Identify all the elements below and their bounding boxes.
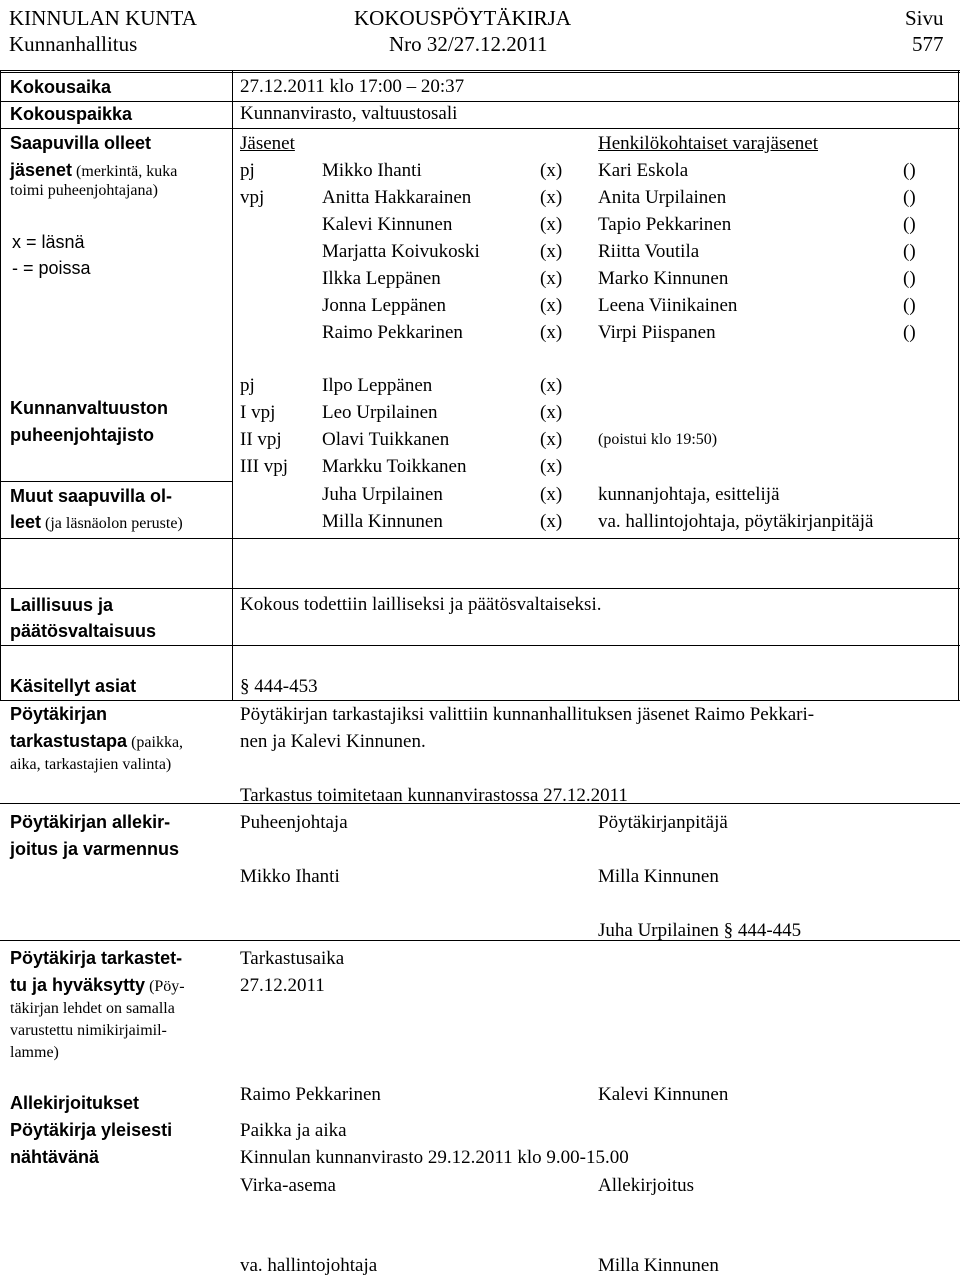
deputy-name: Anita Urpilainen xyxy=(598,187,727,208)
other-name: Juha Urpilainen xyxy=(322,484,443,505)
rule xyxy=(0,128,960,129)
council-note: (poistui klo 19:50) xyxy=(598,431,718,448)
review-time-value: 27.12.2011 xyxy=(240,975,325,996)
member-presence: (x) xyxy=(540,268,563,289)
approval-label: Pöytäkirja tarkastet- xyxy=(10,948,183,968)
rule-top xyxy=(0,70,960,71)
meeting-place-value: Kunnanvirasto, valtuustosali xyxy=(240,103,458,124)
review-text-line2: nen ja Kalevi Kinnunen. xyxy=(240,731,426,752)
chair-title: Puheenjohtaja xyxy=(240,812,348,833)
member-name: Raimo Pekkarinen xyxy=(322,322,463,343)
member-presence: (x) xyxy=(540,295,563,316)
others-label-line2 xyxy=(10,512,183,533)
page-label: Sivu xyxy=(905,6,944,30)
review-text-line1: Pöytäkirjan tarkastajiksi valittiin kunnanhallituksen jäsenet Raimo Pekkari- xyxy=(240,704,815,725)
council-label: Kunnanvaltuuston xyxy=(10,398,168,418)
council-role: pj xyxy=(240,375,255,396)
legality-text: Kokous todettiin lailliseksi ja päätösvaltaiseksi. xyxy=(240,594,602,615)
rule xyxy=(0,538,960,539)
border-right xyxy=(958,70,959,700)
other-name: Milla Kinnunen xyxy=(322,511,443,532)
border-left xyxy=(0,70,1,700)
public-signer: Milla Kinnunen xyxy=(598,1255,719,1276)
legality-label-line2: päätösvaltaisuus xyxy=(10,621,157,641)
deputy-presence: () xyxy=(903,241,916,262)
extra-signer: Juha Urpilainen xyxy=(598,920,719,941)
member-role: pj xyxy=(240,160,255,181)
council-presence: (x) xyxy=(540,402,563,423)
council-presence: (x) xyxy=(540,456,563,477)
member-name: Mikko Ihanti xyxy=(322,160,422,181)
other-presence: (x) xyxy=(540,484,563,505)
council-presence: (x) xyxy=(540,429,563,450)
meeting-time-value: 27.12.2011 klo 17:00 – 20:37 xyxy=(240,76,465,97)
review-time-label: Tarkastusaika xyxy=(240,948,345,969)
council-role: II vpj xyxy=(240,429,282,450)
member-name: Anitta Hakkarainen xyxy=(322,187,472,208)
signature-name-1: Raimo Pekkarinen xyxy=(240,1084,381,1105)
member-name: Jonna Leppänen xyxy=(322,295,446,316)
approval-label-note: (Pöy- xyxy=(145,978,185,995)
deputy-presence: () xyxy=(903,322,916,343)
others-label-note: (ja läsnäolon peruste) xyxy=(41,515,183,532)
rule xyxy=(0,101,960,102)
attendees-label-bold: jäsenet xyxy=(10,160,73,180)
public-label-line2: nähtävänä xyxy=(10,1147,100,1167)
public-place-label: Paikka ja aika xyxy=(240,1120,347,1141)
member-role: vpj xyxy=(240,187,265,208)
review-label: Pöytäkirjan xyxy=(10,704,108,724)
member-presence: (x) xyxy=(540,187,563,208)
deputy-presence: () xyxy=(903,214,916,235)
attendees-label-line3: toimi puheenjohtajana) xyxy=(10,182,158,199)
secretary-title: Pöytäkirjanpitäjä xyxy=(598,812,728,833)
rule xyxy=(0,645,960,646)
council-name: Ilpo Leppänen xyxy=(322,375,433,396)
attendees-label-note: (merkintä, kuka xyxy=(72,163,178,180)
review-label-bold: tarkastustapa xyxy=(10,731,128,751)
deputy-presence: () xyxy=(903,160,916,181)
signature-label: Allekirjoitus xyxy=(598,1175,695,1196)
members-header: Jäsenet xyxy=(240,133,295,154)
position-label: Virka-asema xyxy=(240,1175,336,1196)
body-name: Kunnanhallitus xyxy=(9,32,138,56)
review-label-line2 xyxy=(10,731,183,752)
deputies-header: Henkilökohtaiset varajäsenet xyxy=(598,133,819,154)
member-presence: (x) xyxy=(540,322,563,343)
position-value: va. hallintojohtaja xyxy=(240,1255,378,1276)
document-type: KOKOUSPÖYTÄKIRJA xyxy=(354,6,572,30)
approval-label-line2 xyxy=(10,975,185,996)
public-place-value: Kinnulan kunnanvirasto 29.12.2011 klo 9.00-15.00 xyxy=(240,1147,629,1168)
other-role: kunnanjohtaja, esittelijä xyxy=(598,484,780,505)
legality-label: Laillisuus ja xyxy=(10,595,114,615)
council-presence: (x) xyxy=(540,375,563,396)
deputy-name: Leena Viinikainen xyxy=(598,295,738,316)
member-presence: (x) xyxy=(540,214,563,235)
member-name: Marjatta Koivukoski xyxy=(322,241,480,262)
signatures-label: Allekirjoitukset xyxy=(10,1093,140,1113)
council-name: Markku Toikkanen xyxy=(322,456,467,477)
rule xyxy=(0,940,960,941)
approval-label-line5: lamme) xyxy=(10,1044,59,1061)
signing-label: Pöytäkirjan allekir- xyxy=(10,812,171,832)
other-role: va. hallintojohtaja, pöytäkirjanpitäjä xyxy=(598,511,874,532)
municipality-name: KINNULAN KUNTA xyxy=(9,6,197,30)
extra-signer-sections: § 444-445 xyxy=(723,920,802,941)
extra-signer-name xyxy=(598,920,801,942)
attendees-label: Saapuvilla olleet xyxy=(10,133,152,153)
member-name: Kalevi Kinnunen xyxy=(322,214,453,235)
items-label: Käsitellyt asiat xyxy=(10,676,137,696)
signature-name-2: Kalevi Kinnunen xyxy=(598,1084,729,1105)
deputy-name: Riitta Voutila xyxy=(598,241,700,262)
deputy-name: Virpi Piispanen xyxy=(598,322,716,343)
rule xyxy=(0,588,960,589)
rule xyxy=(0,700,960,701)
review-label-line3: aika, tarkastajien valinta) xyxy=(10,756,172,773)
member-presence: (x) xyxy=(540,241,563,262)
review-label-note: (paikka, xyxy=(127,734,184,751)
other-presence: (x) xyxy=(540,511,563,532)
deputy-presence: () xyxy=(903,187,916,208)
review-text-line3: Tarkastus toimitetaan kunnanvirastossa 27.12.2011 xyxy=(240,785,628,806)
signing-label-line2: joitus ja varmennus xyxy=(10,839,180,859)
public-label: Pöytäkirja yleisesti xyxy=(10,1120,173,1140)
deputy-presence: () xyxy=(903,295,916,316)
others-label: Muut saapuvilla ol- xyxy=(10,486,173,506)
member-name: Ilkka Leppänen xyxy=(322,268,441,289)
member-presence: (x) xyxy=(540,160,563,181)
deputy-presence: () xyxy=(903,268,916,289)
others-label-bold: leet xyxy=(10,512,42,532)
meeting-time-label: Kokousaika xyxy=(10,77,112,97)
legend-present: x = läsnä xyxy=(12,232,85,252)
secretary-name: Milla Kinnunen xyxy=(598,866,719,887)
council-role: I vpj xyxy=(240,402,276,423)
attendees-label-line2 xyxy=(10,160,177,181)
rule-top-2 xyxy=(0,72,960,73)
deputy-name: Marko Kinnunen xyxy=(598,268,729,289)
column-divider xyxy=(232,70,233,700)
meeting-place-label: Kokouspaikka xyxy=(10,104,133,124)
council-name: Leo Urpilainen xyxy=(322,402,438,423)
rule xyxy=(0,481,232,482)
chair-name: Mikko Ihanti xyxy=(240,866,340,887)
deputy-name: Kari Eskola xyxy=(598,160,689,181)
council-role: III vpj xyxy=(240,456,289,477)
page-number: 577 xyxy=(912,32,944,56)
deputy-name: Tapio Pekkarinen xyxy=(598,214,732,235)
approval-label-line4: varustettu nimikirjaimil- xyxy=(10,1022,167,1039)
council-label-line2: puheenjohtajisto xyxy=(10,425,154,445)
council-name: Olavi Tuikkanen xyxy=(322,429,450,450)
items-value: § 444-453 xyxy=(240,676,318,697)
approval-label-line3: täkirjan lehdet on samalla xyxy=(10,1000,175,1017)
legend-absent: - = poissa xyxy=(12,258,91,278)
document-number: Nro 32/27.12.2011 xyxy=(389,32,548,56)
approval-label-bold: tu ja hyväksytty xyxy=(10,975,146,995)
